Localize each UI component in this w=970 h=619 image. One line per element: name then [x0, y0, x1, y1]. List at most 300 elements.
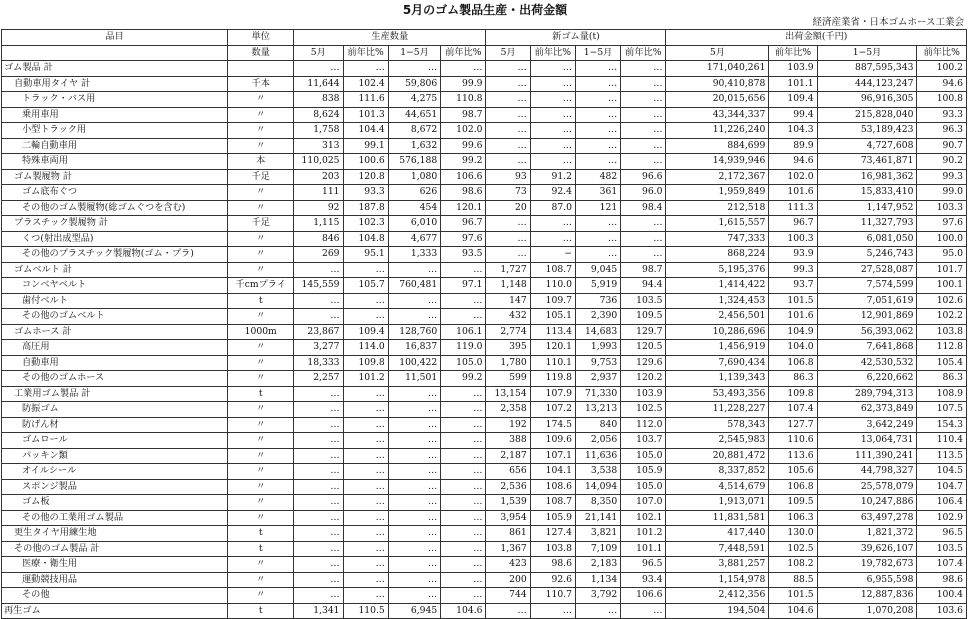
value-cell: 93.9 [769, 247, 817, 263]
value-cell: 107.4 [917, 557, 967, 573]
value-cell: 92 [294, 200, 343, 216]
value-cell: 103.9 [621, 386, 666, 402]
value-cell: 103.9 [769, 61, 817, 77]
value-cell: 39,626,107 [817, 541, 917, 557]
value-cell: … [441, 402, 486, 418]
item-name-cell: 再生ゴム [2, 603, 228, 619]
value-cell: 4,727,608 [817, 138, 917, 154]
value-cell: 105.7 [343, 278, 388, 294]
unit-cell: 〃 [228, 464, 294, 480]
item-name-cell: 特殊車両用 [2, 154, 228, 170]
value-cell: … [388, 510, 440, 526]
item-name-cell: 運動競技用品 [2, 572, 228, 588]
value-cell: 111.6 [343, 92, 388, 108]
item-name-cell: 防振ゴム [2, 402, 228, 418]
value-cell: … [388, 293, 440, 309]
value-cell: 42,530,532 [817, 355, 917, 371]
value-cell: 107.9 [530, 386, 575, 402]
value-cell: … [294, 417, 343, 433]
value-cell: 106.6 [441, 169, 486, 185]
sub-header: 1−5月 [817, 45, 917, 61]
value-cell: 102.3 [343, 216, 388, 232]
value-cell: 101.6 [769, 185, 817, 201]
value-cell: 14,939,946 [666, 154, 769, 170]
value-cell: 12,901,869 [817, 309, 917, 325]
value-cell: 86.3 [917, 371, 967, 387]
value-cell: … [343, 433, 388, 449]
value-cell: … [441, 386, 486, 402]
table-row [2, 464, 967, 480]
value-cell: 107.5 [917, 402, 967, 418]
value-cell: … [530, 107, 575, 123]
item-name-cell: 高圧用 [2, 340, 228, 356]
value-cell: 110.1 [530, 355, 575, 371]
value-cell: 130.0 [769, 526, 817, 542]
value-cell: … [441, 479, 486, 495]
value-cell: 104.1 [530, 464, 575, 480]
value-cell: 105.9 [530, 510, 575, 526]
value-cell: 1,993 [575, 340, 620, 356]
value-cell: … [343, 510, 388, 526]
value-cell: 106.6 [621, 588, 666, 604]
item-name-cell: その他のゴムベルト [2, 309, 228, 325]
value-cell: 89.9 [769, 138, 817, 154]
item-name-cell: ゴム板 [2, 495, 228, 511]
value-cell: 101.5 [769, 293, 817, 309]
unit-cell: 〃 [228, 371, 294, 387]
value-cell: 18,333 [294, 355, 343, 371]
value-cell: 96.3 [917, 123, 967, 139]
value-cell: 73 [486, 185, 530, 201]
value-cell: 98.7 [441, 107, 486, 123]
value-cell: … [343, 572, 388, 588]
value-cell: 2,183 [575, 557, 620, 573]
value-cell: 14,683 [575, 324, 620, 340]
value-cell: 25,578,079 [817, 479, 917, 495]
sub-header: 5月 [294, 45, 343, 61]
table-row [2, 495, 967, 511]
value-cell: 102.5 [621, 402, 666, 418]
value-cell: 99.2 [441, 154, 486, 170]
unit-cell: t [228, 541, 294, 557]
statistics-table [1, 29, 967, 619]
value-cell: … [575, 247, 620, 263]
table-row [2, 293, 967, 309]
table-row [2, 340, 967, 356]
unit-cell: 〃 [228, 262, 294, 278]
value-cell: … [388, 541, 440, 557]
value-cell: 2,056 [575, 433, 620, 449]
item-name-cell: ゴム製品 計 [2, 61, 228, 77]
value-cell: 44,651 [388, 107, 440, 123]
value-cell: 2,937 [575, 371, 620, 387]
unit-cell: 〃 [228, 138, 294, 154]
unit-cell: t [228, 603, 294, 619]
value-cell: 1,139,343 [666, 371, 769, 387]
value-cell: 11,226,240 [666, 123, 769, 139]
value-cell: 108.2 [769, 557, 817, 573]
value-cell: 105.0 [441, 355, 486, 371]
value-cell: … [486, 138, 530, 154]
value-cell: 313 [294, 138, 343, 154]
value-cell: 200 [486, 572, 530, 588]
value-cell: 86.3 [769, 371, 817, 387]
value-cell: 1,134 [575, 572, 620, 588]
value-cell: … [441, 526, 486, 542]
item-name-cell: 更生タイヤ用練生地 [2, 526, 228, 542]
value-cell: 1,821,372 [817, 526, 917, 542]
value-cell: 2,456,501 [666, 309, 769, 325]
value-cell: 840 [575, 417, 620, 433]
unit-cell: 〃 [228, 231, 294, 247]
value-cell: 5,195,376 [666, 262, 769, 278]
value-cell: … [388, 417, 440, 433]
value-cell: 846 [294, 231, 343, 247]
value-cell: … [575, 123, 620, 139]
value-cell: 6,945 [388, 603, 440, 619]
value-cell: 1,070,208 [817, 603, 917, 619]
value-cell: 106.1 [441, 324, 486, 340]
value-cell: … [388, 61, 440, 77]
value-cell: 110.0 [530, 278, 575, 294]
unit-cell: 〃 [228, 107, 294, 123]
value-cell: 100.1 [917, 278, 967, 294]
value-cell: … [343, 386, 388, 402]
value-cell: 96.6 [621, 169, 666, 185]
value-cell: 2,172,367 [666, 169, 769, 185]
item-name-cell: 防げん材 [2, 417, 228, 433]
table-row [2, 526, 967, 542]
value-cell: … [441, 61, 486, 77]
value-cell: 7,574,599 [817, 278, 917, 294]
item-name-cell: 歯付ベルト [2, 293, 228, 309]
value-cell: 1,780 [486, 355, 530, 371]
sub-header: 5月 [666, 45, 769, 61]
value-cell: 109.8 [769, 386, 817, 402]
item-name-cell: ゴムホース 計 [2, 324, 228, 340]
value-cell: 868,224 [666, 247, 769, 263]
value-cell: 9,045 [575, 262, 620, 278]
value-cell: 884,699 [666, 138, 769, 154]
value-cell: 105.9 [621, 464, 666, 480]
value-cell: 1,341 [294, 603, 343, 619]
table-row [2, 386, 967, 402]
value-cell: … [294, 572, 343, 588]
value-cell: 2,412,356 [666, 588, 769, 604]
value-cell: 11,327,793 [817, 216, 917, 232]
value-cell: 102.9 [917, 510, 967, 526]
value-cell: 2,545,983 [666, 433, 769, 449]
value-cell: 3,881,257 [666, 557, 769, 573]
unit-cell: 〃 [228, 92, 294, 108]
value-cell: … [294, 402, 343, 418]
item-name-cell: 乗用車用 [2, 107, 228, 123]
value-cell: … [294, 386, 343, 402]
value-cell: … [530, 61, 575, 77]
value-cell: … [575, 138, 620, 154]
value-cell: 96.5 [621, 557, 666, 573]
item-name-cell: プラスチック製履物 計 [2, 216, 228, 232]
shipment-group-header: 出荷金額(千円) [666, 30, 967, 46]
value-cell: … [343, 588, 388, 604]
value-cell: 154.3 [917, 417, 967, 433]
value-cell: … [575, 92, 620, 108]
unit-cell: t [228, 386, 294, 402]
value-cell: 120.1 [530, 340, 575, 356]
value-cell: 11,228,227 [666, 402, 769, 418]
value-cell: 171,040,261 [666, 61, 769, 77]
unit-cell: 〃 [228, 433, 294, 449]
unit-cell: 〃 [228, 340, 294, 356]
value-cell: 92.4 [530, 185, 575, 201]
value-cell: … [343, 479, 388, 495]
value-cell: … [621, 61, 666, 77]
value-cell: 192 [486, 417, 530, 433]
item-header-blank [2, 45, 228, 61]
table-row [2, 479, 967, 495]
table-row [2, 231, 967, 247]
value-cell: … [294, 309, 343, 325]
value-cell: 21,141 [575, 510, 620, 526]
unit-cell [228, 61, 294, 77]
value-cell: 194,504 [666, 603, 769, 619]
item-name-cell: ゴム底布ぐつ [2, 185, 228, 201]
value-cell: … [621, 216, 666, 232]
item-name-cell: その他のゴム製履物(総ゴムぐつを含む) [2, 200, 228, 216]
value-cell: 2,358 [486, 402, 530, 418]
value-cell: 96.0 [621, 185, 666, 201]
source-note: 経済産業省・日本ゴムホース工業会 [812, 17, 964, 28]
value-cell: … [294, 262, 343, 278]
value-cell: … [441, 464, 486, 480]
table-row [2, 169, 967, 185]
table-row [2, 123, 967, 139]
value-cell: 100.0 [917, 231, 967, 247]
unit-cell: 千足 [228, 216, 294, 232]
value-cell: 2,257 [294, 371, 343, 387]
value-cell: 111,390,241 [817, 448, 917, 464]
value-cell: 98.6 [530, 557, 575, 573]
value-cell: 7,641,868 [817, 340, 917, 356]
value-cell: 93.3 [917, 107, 967, 123]
value-cell: 102.4 [343, 76, 388, 92]
value-cell: 113.5 [917, 448, 967, 464]
unit-cell: t [228, 293, 294, 309]
value-cell: … [575, 154, 620, 170]
value-cell: … [343, 61, 388, 77]
value-cell: 105.0 [621, 448, 666, 464]
value-cell: 2,536 [486, 479, 530, 495]
sub-header: 前年比% [441, 45, 486, 61]
value-cell: 215,828,040 [817, 107, 917, 123]
value-cell: … [575, 76, 620, 92]
value-cell: 91.2 [530, 169, 575, 185]
unit-cell: 千足 [228, 169, 294, 185]
value-cell: … [343, 402, 388, 418]
value-cell: 87.0 [530, 200, 575, 216]
value-cell: 212,518 [666, 200, 769, 216]
value-cell: 93.5 [441, 247, 486, 263]
value-cell: … [388, 495, 440, 511]
value-cell: 1,913,071 [666, 495, 769, 511]
value-cell: 1,324,453 [666, 293, 769, 309]
value-cell: 887,595,343 [817, 61, 917, 77]
table-row [2, 185, 967, 201]
value-cell: 432 [486, 309, 530, 325]
value-cell: 13,064,731 [817, 433, 917, 449]
item-name-cell: トラック・バス用 [2, 92, 228, 108]
value-cell: 101.5 [769, 588, 817, 604]
value-cell: 96.7 [769, 216, 817, 232]
value-cell: … [486, 216, 530, 232]
value-cell: 119.0 [441, 340, 486, 356]
value-cell: 104.4 [343, 123, 388, 139]
production-group-header: 生産数量 [294, 30, 486, 46]
value-cell: 73,461,871 [817, 154, 917, 170]
value-cell: 4,275 [388, 92, 440, 108]
page-title: 5月のゴム製品生産・出荷金額 [402, 3, 568, 17]
value-cell: … [294, 510, 343, 526]
value-cell: … [343, 557, 388, 573]
value-cell: … [388, 262, 440, 278]
value-cell: 99.0 [917, 185, 967, 201]
value-cell: 8,350 [575, 495, 620, 511]
value-cell: 1,727 [486, 262, 530, 278]
value-cell: 388 [486, 433, 530, 449]
value-cell: 108.7 [530, 262, 575, 278]
value-cell: … [575, 107, 620, 123]
value-cell: 2,390 [575, 309, 620, 325]
value-cell: 53,493,356 [666, 386, 769, 402]
value-cell: 94.4 [621, 278, 666, 294]
value-cell: 27,528,087 [817, 262, 917, 278]
value-cell: 104.6 [441, 603, 486, 619]
value-cell: … [294, 479, 343, 495]
value-cell: 12,887,836 [817, 588, 917, 604]
value-cell: 3,642,249 [817, 417, 917, 433]
value-cell: … [486, 76, 530, 92]
value-cell: 5,246,743 [817, 247, 917, 263]
item-name-cell: その他のプラスチック製履物(ゴム・プラ) [2, 247, 228, 263]
value-cell: 8,624 [294, 107, 343, 123]
value-cell: 94.6 [917, 76, 967, 92]
value-cell: 576,188 [388, 154, 440, 170]
value-cell: 10,247,886 [817, 495, 917, 511]
value-cell: 120.2 [621, 371, 666, 387]
value-cell: 96,916,305 [817, 92, 917, 108]
value-cell: 20,015,656 [666, 92, 769, 108]
value-cell: 109.4 [343, 324, 388, 340]
value-cell: 1,367 [486, 541, 530, 557]
value-cell: 44,798,327 [817, 464, 917, 480]
table-row [2, 541, 967, 557]
value-cell: 99.3 [917, 169, 967, 185]
table-row [2, 603, 967, 619]
value-cell: … [441, 262, 486, 278]
value-cell: 4,514,679 [666, 479, 769, 495]
value-cell: 105.0 [621, 479, 666, 495]
value-cell: 103.5 [917, 541, 967, 557]
value-cell: 423 [486, 557, 530, 573]
table-row [2, 417, 967, 433]
value-cell: … [388, 588, 440, 604]
value-cell: 626 [388, 185, 440, 201]
item-name-cell: ゴム製履物 計 [2, 169, 228, 185]
value-cell: … [441, 588, 486, 604]
item-name-cell: その他 [2, 588, 228, 604]
value-cell: 98.4 [621, 200, 666, 216]
value-cell: … [621, 107, 666, 123]
value-cell: 56,393,062 [817, 324, 917, 340]
value-cell: … [530, 123, 575, 139]
value-cell: 1,539 [486, 495, 530, 511]
item-name-cell: その他の工業用ゴム製品 [2, 510, 228, 526]
value-cell: 110.8 [441, 92, 486, 108]
value-cell: … [530, 76, 575, 92]
value-cell: 90.7 [917, 138, 967, 154]
value-cell: 105.1 [530, 309, 575, 325]
value-cell: … [621, 138, 666, 154]
table-row [2, 309, 967, 325]
value-cell: 59,806 [388, 76, 440, 92]
value-cell: 10,286,696 [666, 324, 769, 340]
value-cell: … [486, 603, 530, 619]
value-cell: 53,189,423 [817, 123, 917, 139]
value-cell: 104.3 [769, 123, 817, 139]
value-cell: 107.4 [769, 402, 817, 418]
value-cell: 8,672 [388, 123, 440, 139]
value-cell: 104.0 [769, 340, 817, 356]
value-cell: 395 [486, 340, 530, 356]
value-cell: 7,448,591 [666, 541, 769, 557]
value-cell: … [441, 510, 486, 526]
value-cell: 127.4 [530, 526, 575, 542]
value-cell: … [441, 448, 486, 464]
value-cell: 744 [486, 588, 530, 604]
value-cell: 99.3 [769, 262, 817, 278]
value-cell: 1,632 [388, 138, 440, 154]
item-name-cell: オイルシール [2, 464, 228, 480]
unit-cell: 〃 [228, 123, 294, 139]
value-cell: … [388, 479, 440, 495]
value-cell: 109.5 [621, 309, 666, 325]
value-cell: 106.8 [769, 355, 817, 371]
item-name-cell: その他のゴムホース [2, 371, 228, 387]
item-name-cell: 自動車用タイヤ 計 [2, 76, 228, 92]
value-cell: 98.6 [917, 572, 967, 588]
value-cell: 98.7 [621, 262, 666, 278]
value-cell: 20 [486, 200, 530, 216]
value-cell: … [343, 417, 388, 433]
value-cell: 100.8 [917, 92, 967, 108]
unit-cell: 〃 [228, 588, 294, 604]
value-cell: 121 [575, 200, 620, 216]
value-cell: 736 [575, 293, 620, 309]
value-cell: 838 [294, 92, 343, 108]
value-cell: … [441, 541, 486, 557]
unit-cell: 〃 [228, 557, 294, 573]
value-cell: 6,955,598 [817, 572, 917, 588]
value-cell: 3,538 [575, 464, 620, 480]
value-cell: 104.9 [769, 324, 817, 340]
unit-cell: 〃 [228, 402, 294, 418]
value-cell: 103.6 [917, 603, 967, 619]
value-cell: 93.4 [621, 572, 666, 588]
value-cell: … [621, 247, 666, 263]
value-cell: 14,094 [575, 479, 620, 495]
value-cell: … [294, 541, 343, 557]
value-cell: 1,147,952 [817, 200, 917, 216]
